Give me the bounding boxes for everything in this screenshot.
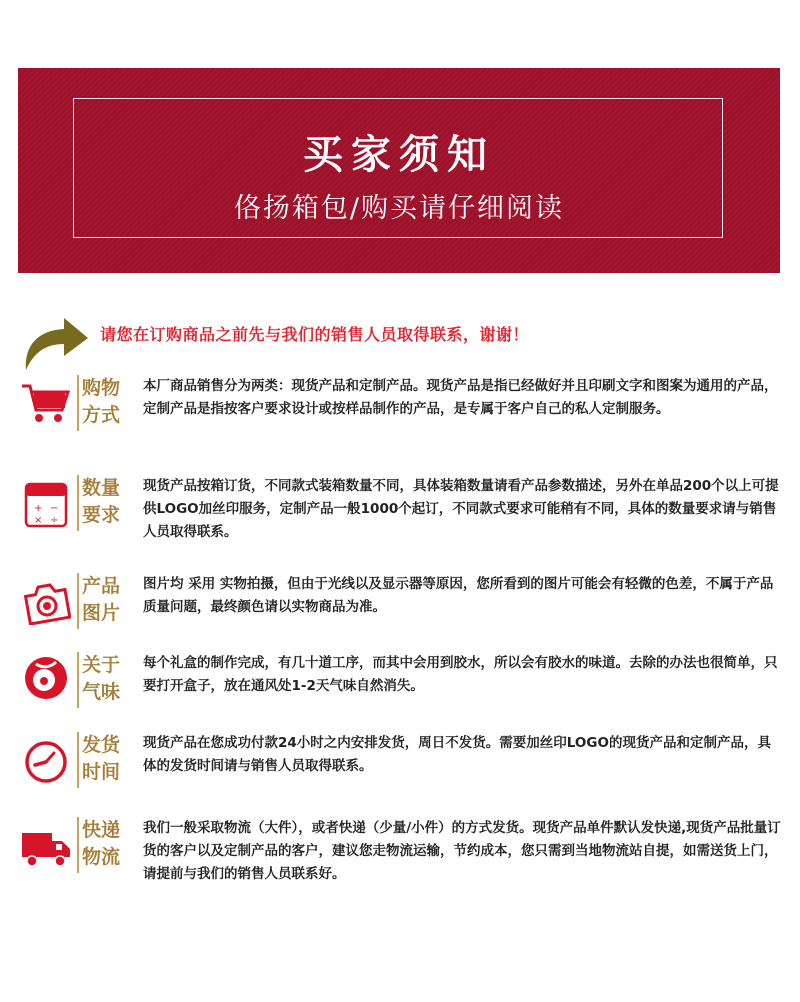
section-label: [77, 732, 127, 788]
section-label: [77, 652, 127, 708]
svg-text:−: −: [50, 503, 59, 514]
section-label: [77, 475, 127, 531]
section-text: 现货产品按箱订货，不同款式装箱数量不同，具体装箱数量请看产品参数描述，另外在单品200个以上可提供LOGO加丝印服务，定制产品一般1000个起订，不同款式要求可能稍有不同，具体的数量要求请与销售人员取得联系。: [143, 478, 779, 540]
label-line1: 关于: [82, 654, 121, 676]
label-line1: 快递: [82, 819, 121, 841]
section-text: 图片均 采用 实物拍摄，但由于光线以及显示器等原因，您所看到的图片可能会有轻微的色差，不属于产品质量问题，最终颜色请以实物商品为准。: [143, 576, 774, 615]
label-line2: 气味: [82, 681, 121, 703]
section-label: [77, 817, 127, 873]
label-line2: 时间: [82, 761, 121, 783]
section-label: [77, 375, 127, 431]
section-text: 现货产品在您成功付款24小时之内安排发货，周日不发货。需要加丝印LOGO的现货产品和定制产品，具体的发货时间请与销售人员取得联系。: [143, 735, 771, 774]
notice-text: 请您在订购商品之前先与我们的销售人员取得联系，谢谢！: [100, 325, 530, 344]
header-banner: [18, 68, 780, 273]
curved-arrow-icon: [20, 312, 92, 374]
svg-text:+: +: [34, 503, 43, 514]
section-text: 我们一般采取物流（大件），或者快递（少量/小件）的方式发货。现货产品单件默认发快递,现货产品批量订货的客户以及定制产品的客户，建议您走物流运输，节约成本，您只需到当地物流站自提，如需送货上门，请提前与我们的销售人员联系好。: [143, 820, 781, 882]
label-line1: 发货: [82, 734, 121, 756]
label-line1: 数量: [82, 477, 121, 499]
label-line2: 物流: [82, 846, 121, 868]
shopping-cart-icon: [20, 377, 72, 429]
label-line2: 要求: [82, 504, 121, 526]
banner-subtitle: 佫扬箱包/购买请仔细阅读: [233, 193, 565, 224]
label-line1: 产品: [82, 575, 121, 597]
camera-icon: [20, 577, 72, 629]
label-line2: 图片: [82, 602, 121, 624]
section-text: 每个礼盒的制作完成，有几十道工序，而其中会用到胶水，所以会有胶水的味道。去除的办法也很简单，只要打开盒子，放在通风处1-2天气味自然消失。: [143, 655, 778, 694]
svg-text:×: ×: [34, 515, 43, 526]
label-line1: 购物: [82, 377, 121, 399]
clock-icon: [20, 736, 72, 788]
calculator-icon: [20, 479, 72, 531]
smell-icon: [20, 652, 72, 704]
banner-title: 买家须知: [303, 131, 495, 178]
section-text: 本厂商品销售分为两类：现货产品和定制产品。现货产品是指已经做好并且印刷文字和图案为通用的产品，定制产品是指按客户要求设计或按样品制作的产品，是专属于客户自己的私人定制服务。: [143, 378, 778, 417]
label-line2: 方式: [82, 404, 121, 426]
svg-text:÷: ÷: [50, 515, 59, 526]
section-label: [77, 573, 127, 629]
delivery-truck-icon: [20, 823, 72, 875]
